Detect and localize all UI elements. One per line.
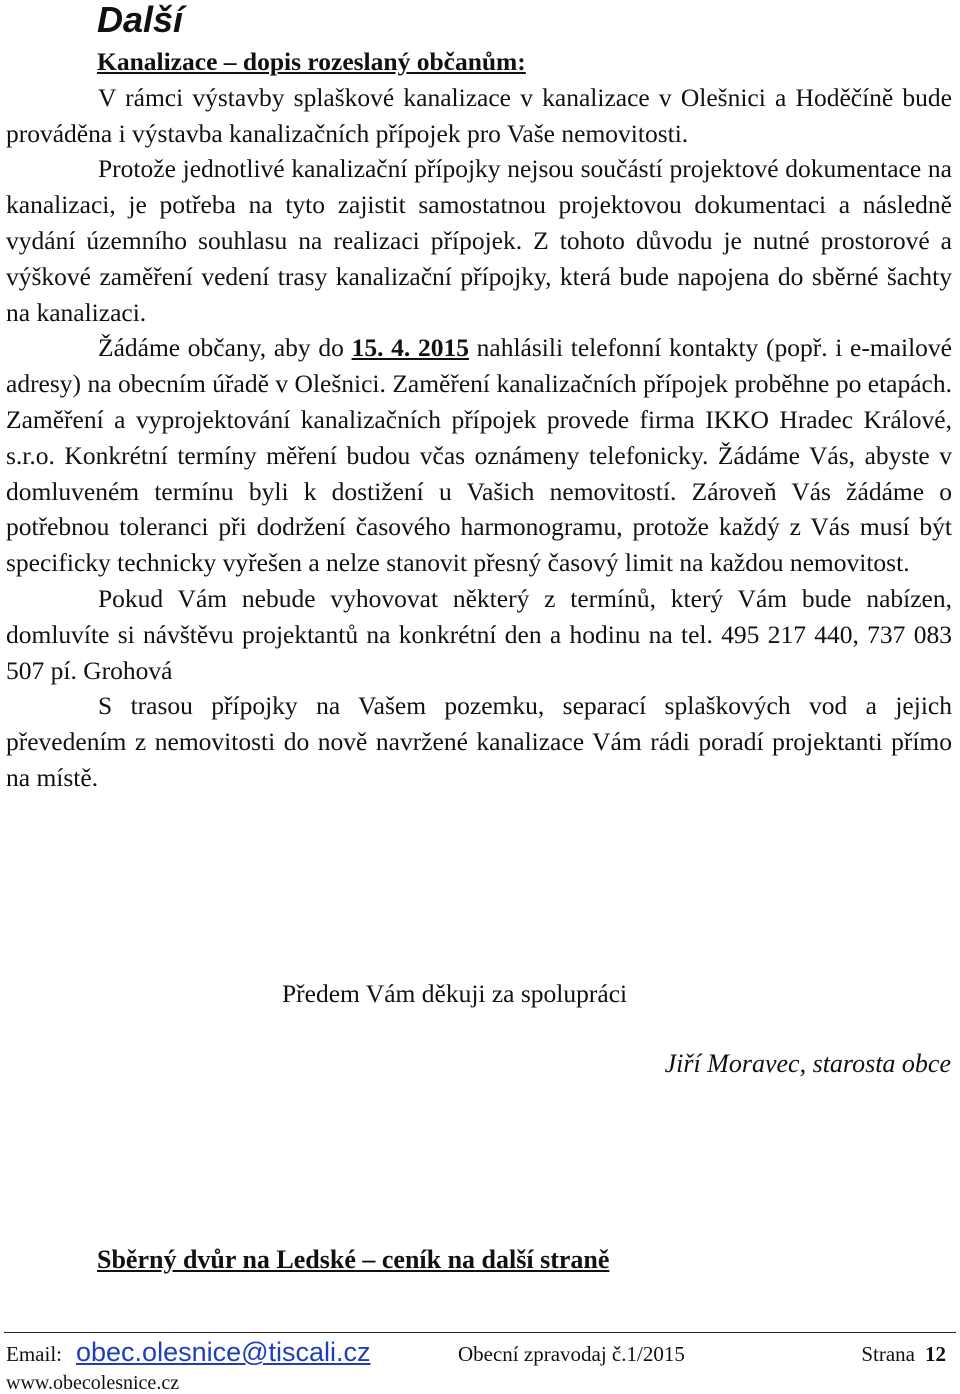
paragraph-5-text: S trasou přípojky na Vašem pozemku, separací splaškových vod a jejich převedením z nemovitosti do nově navržené kanalizace Vám rádi poradí projektanti přímo na místě. <box>6 691 952 792</box>
paragraph-3-text-end: nahlásili telefonní kontakty (popř. i e-mailové adresy) na obecním úřadě v Olešnici. Zaměření kanalizačních přípojek proběhne po etapách. Zaměření a vyprojektování kanalizačních přípojek provede firma IKKO Hradec Králové, s.r.o. Konkrétní termíny měření budou včas oznámeny telefonicky. Žádáme Vás, abyste v domluveném termínu byli k dostižení u Vašich nemovitostí. Zároveň Vás žádáme o potřebnou toleranci při dodržení časového harmonogramu, protože každý z Vás musí být specificky technicky vyřešen a nelze stanovit přesný časový limit na každou nemovitost. <box>6 333 953 578</box>
page-number: 12 <box>925 1342 946 1366</box>
paragraph-3 <box>6 330 952 581</box>
section-title: Další <box>97 0 184 40</box>
deadline-date: 15. 4. 2015 <box>351 333 469 363</box>
signature: Jiří Moravec, starosta obce <box>664 1049 951 1078</box>
collection-yard-notice: Sběrný dvůr na Ledské – ceník na další straně <box>97 1245 610 1274</box>
page-label: Strana <box>861 1342 915 1366</box>
paragraph-2 <box>6 151 952 330</box>
website-url: www.obecolesnice.cz <box>6 1372 180 1394</box>
paragraph-1 <box>6 80 952 152</box>
footer-divider <box>4 1332 956 1333</box>
email-link[interactable]: obec.olesnice@tiscali.cz <box>76 1337 371 1367</box>
paragraph-1-text: V rámci výstavby splaškové kanalizace v kanalizace v Olešnici a Hoděčíně bude prováděna i výstavba kanalizačních přípojek pro Vaše nemovitosti. <box>6 82 952 148</box>
closing-line: Předem Vám děkuji za spolupráci <box>282 979 628 1008</box>
paragraph-2-text: Protože jednotlivé kanalizační přípojky nejsou součástí projektové dokumentace na kanalizaci, je potřeba na tyto zajistit samostatnou projektovou dokumentaci a následně vydání územního souhlasu na realizaci přípojek. Z tohoto důvodu je nutné prostorové a výškové zaměření vedení trasy kanalizační přípojky, která bude napojena do sběrné šachty na kanalizaci. <box>6 154 952 327</box>
publication-title: Obecní zpravodaj č.1/2015 <box>458 1342 685 1366</box>
paragraph-4 <box>6 581 952 688</box>
paragraph-5 <box>6 688 952 795</box>
paragraph-4-text: Pokud Vám nebude vyhovovat některý z termínů, který Vám bude nabízen, domluvíte si návštěvu projektantů na konkrétní den a hodinu na tel. 495 217 440, 737 083 507 pí. Grohová <box>6 583 952 685</box>
page-footer <box>6 1336 954 1394</box>
page-indicator <box>861 1342 946 1366</box>
article-sewerage <box>6 44 952 796</box>
article-heading: Kanalizace – dopis rozeslaný občanům: <box>97 47 526 76</box>
email-label: Email: <box>6 1342 62 1366</box>
paragraph-3-text-start: Žádáme občany, aby do <box>98 333 352 363</box>
